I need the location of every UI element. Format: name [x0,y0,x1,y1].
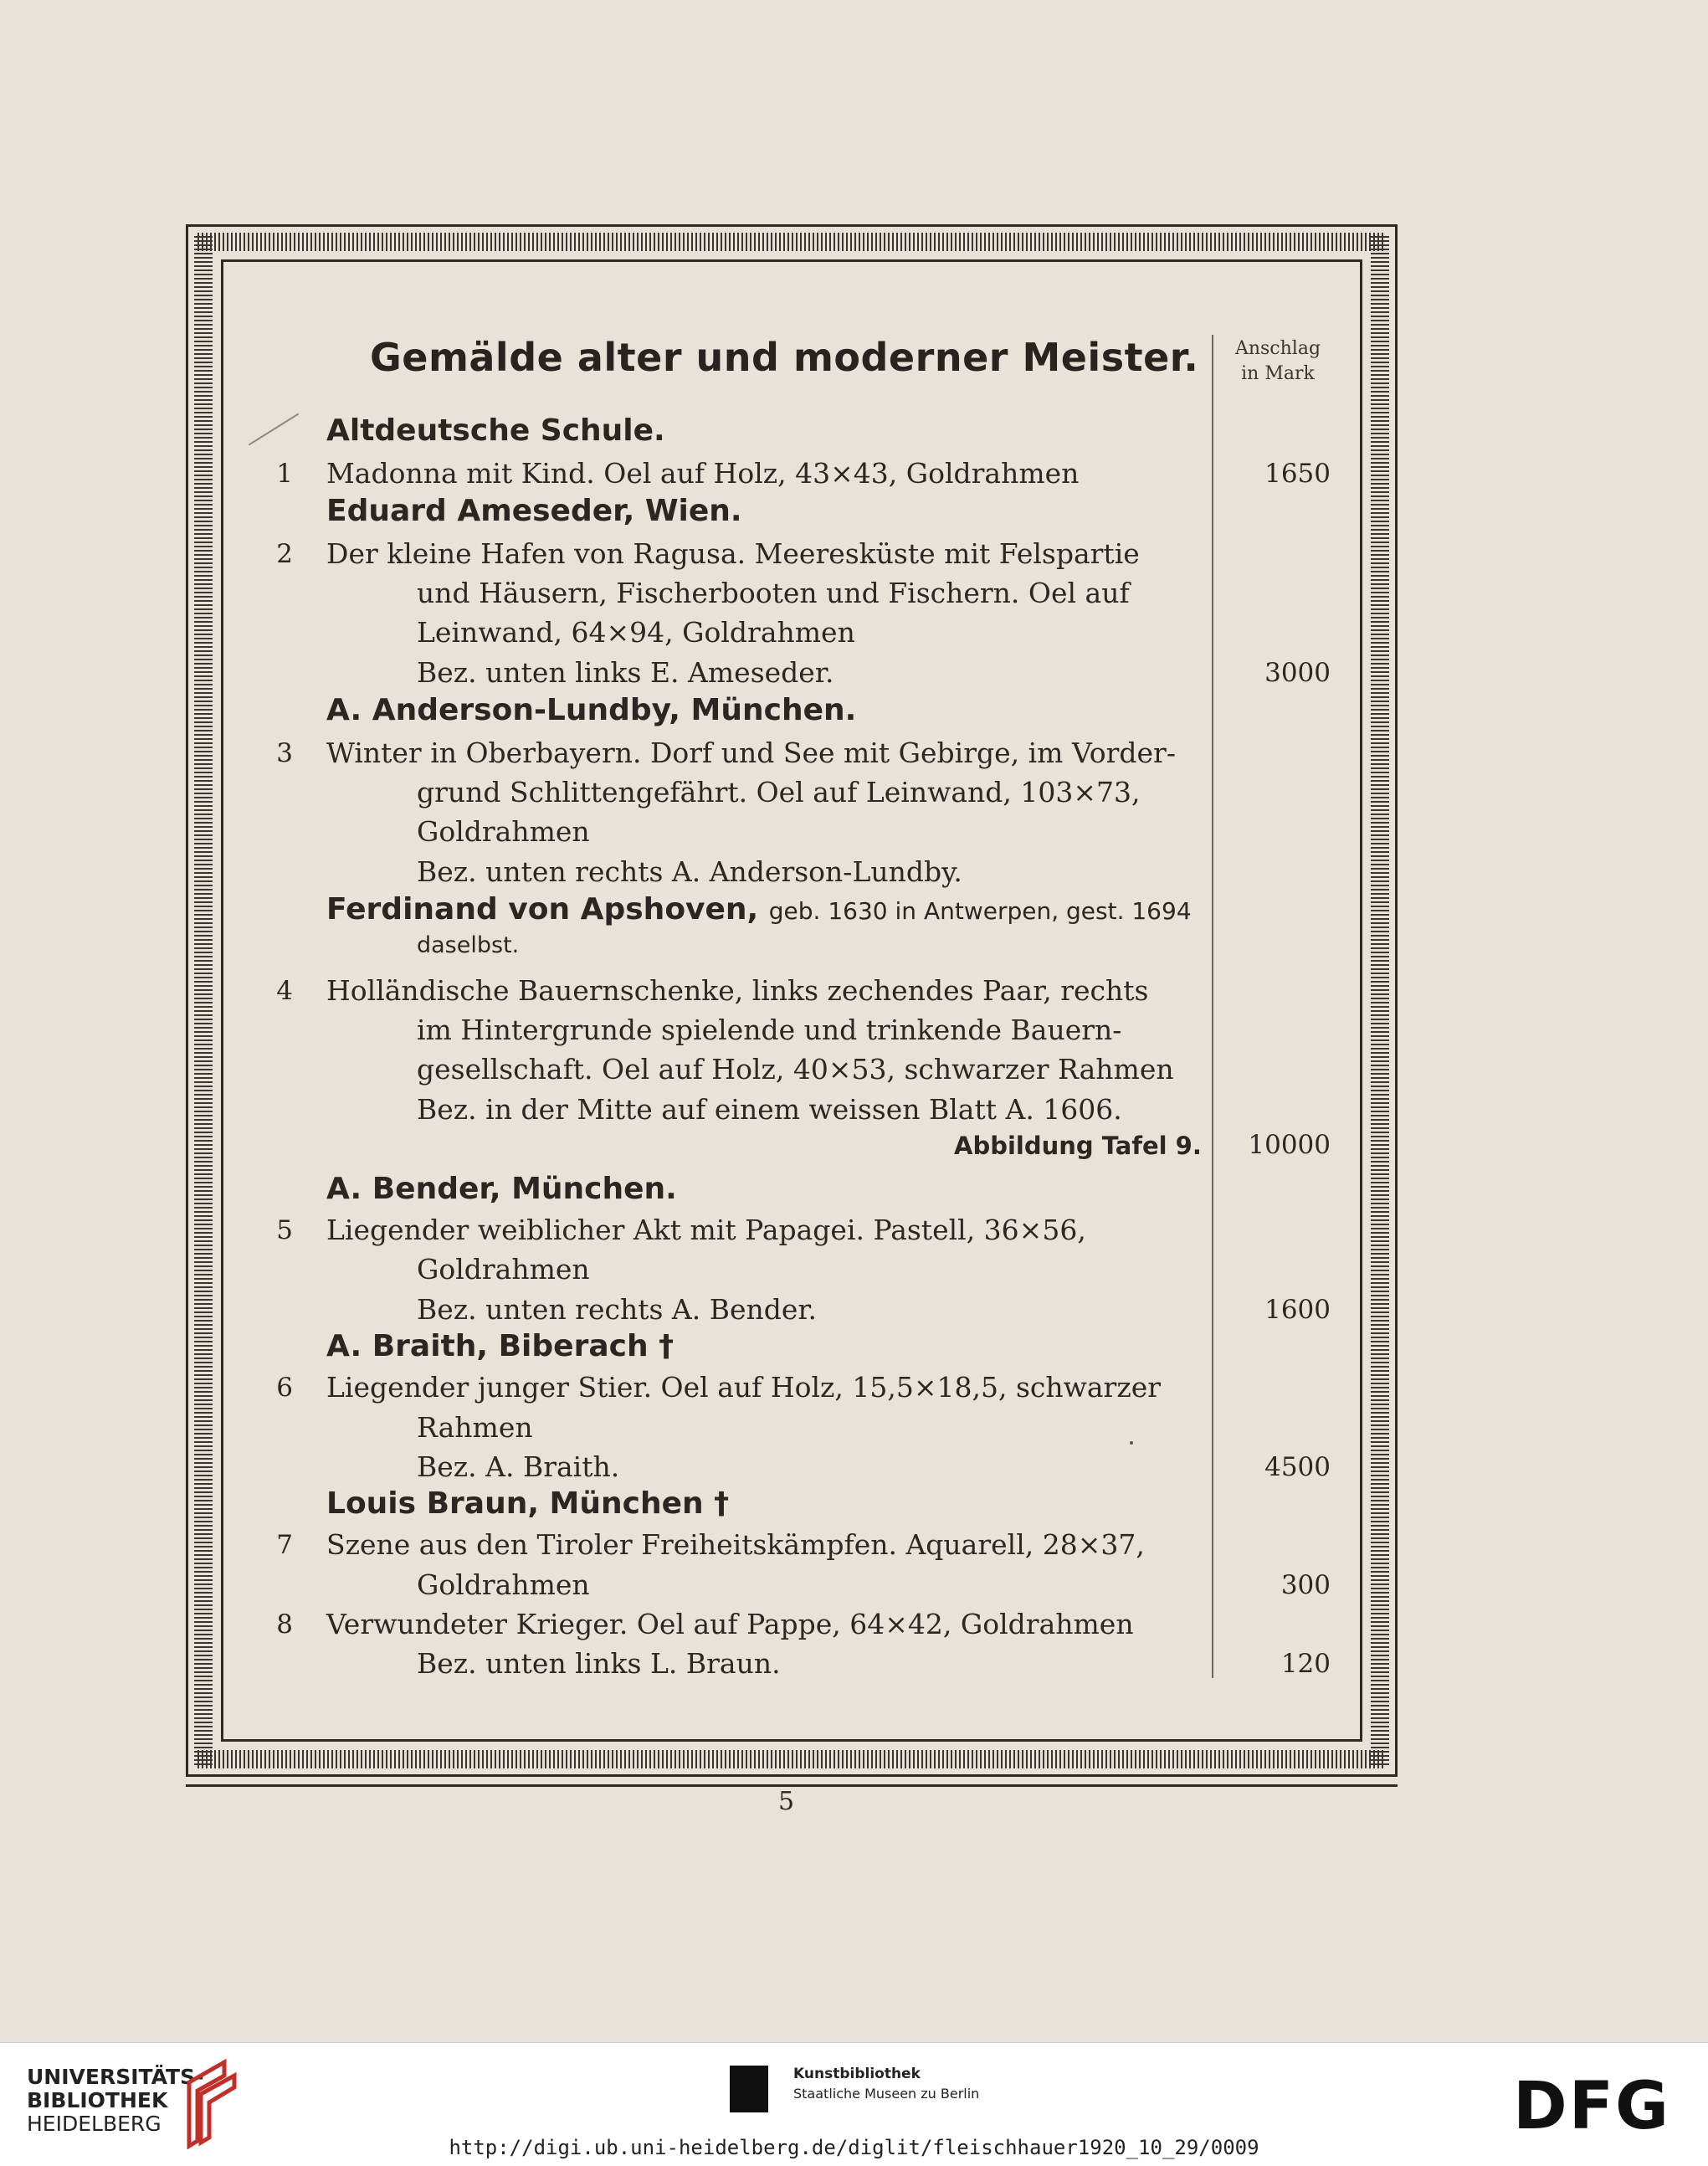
lot-description: Madonna mit Kind. Oel auf Holz, 43×43, Goldrahmen [326,457,1080,490]
price-column-header [1215,336,1341,387]
library-name-line3: HEIDELBERG [27,2112,162,2136]
artist-heading: A. Bender, München. [326,1172,677,1206]
lot-price: 1650 [1264,459,1331,489]
artist-bio: daselbst. [417,932,520,958]
lot-description: Leinwand, 64×94, Goldrahmen [417,616,855,649]
lot-signature: Bez. unten rechts A. Anderson-Lundby. [417,855,962,888]
lot-price: 300 [1280,1570,1331,1600]
price-column-divider [1212,335,1213,1678]
page-title: Gemälde alter und moderner Meister. [370,335,1199,380]
illustration-reference: Abbildung Tafel 9. [954,1132,1202,1160]
lot-number: 8 [276,1609,293,1640]
lot-description: Holländische Bauernschenke, links zechendes Paar, rechts [326,974,1149,1007]
lot-signature: Bez. unten links L. Braun. [417,1647,781,1680]
lot-signature: Bez. in der Mitte auf einem weissen Blatt A. 1606. [417,1093,1122,1126]
lot-price: 10000 [1248,1130,1331,1160]
artist-bio: geb. 1630 in Antwerpen, gest. 1694 [768,897,1192,925]
permalink-url[interactable]: http://digi.ub.uni-heidelberg.de/diglit/fleischhauer1920_10_29/0009 [449,2136,1259,2159]
artist-name: Ferdinand von Apshoven, [326,892,759,926]
lot-description: gesellschaft. Oel auf Holz, 40×53, schwarzer Rahmen [417,1053,1174,1086]
price-column-header-line2: in Mark [1241,363,1315,384]
lot-price: 1600 [1264,1295,1331,1325]
lot-price: 4500 [1264,1452,1331,1482]
lot-description: Liegender junger Stier. Oel auf Holz, 15,5×18,5, schwarzer [326,1371,1162,1404]
lot-description: im Hintergrunde spielende und trinkende Bauern- [417,1014,1122,1046]
page-number: 5 [778,1787,795,1816]
lot-description: Winter in Oberbayern. Dorf und See mit Gebirge, im Vorder- [326,737,1176,769]
lot-signature: Bez. A. Braith. [417,1450,620,1483]
lot-signature: Bez. unten links E. Ameseder. [417,656,834,689]
lot-description: Liegender weiblicher Akt mit Papagei. Pastell, 36×56, [326,1214,1086,1246]
kb-subtitle: Staatliche Museen zu Berlin [793,2086,980,2102]
lot-price: 3000 [1264,658,1331,688]
lot-description: Rahmen [417,1411,533,1444]
lot-number: 5 [276,1215,293,1245]
lot-signature: Bez. unten rechts A. Bender. [417,1293,818,1326]
dfg-logo[interactable]: DFG [1513,2069,1671,2144]
artist-heading: A. Braith, Biberach † [326,1329,674,1363]
lot-description: grund Schlittengefährt. Oel auf Leinwand, 103×73, [417,776,1141,808]
kb-name: Kunstbibliothek [793,2066,921,2082]
lot-description: Szene aus den Tiroler Freiheitskämpfen. Aquarell, 28×37, [326,1528,1145,1561]
lot-number: 2 [276,539,293,569]
lot-description: Verwundeter Krieger. Oel auf Pappe, 64×42, Goldrahmen [326,1608,1134,1640]
lot-price: 120 [1280,1649,1331,1679]
artist-heading [326,892,1192,926]
lot-description: Der kleine Hafen von Ragusa. Meeresküste mit Felspartie [326,537,1140,570]
pencil-mark [249,413,299,446]
lot-number: 4 [276,976,293,1006]
library-name-line1: UNIVERSITÄTS- [27,2065,204,2089]
artist-heading: Eduard Ameseder, Wien. [326,494,742,528]
lot-number: 1 [276,459,293,489]
artist-heading: Louis Braun, München † [326,1486,730,1521]
lot-description: Goldrahmen [417,1253,590,1286]
artist-heading: Altdeutsche Schule. [326,413,665,448]
price-column-header-line1: Anschlag [1234,338,1321,359]
lot-description: und Häusern, Fischerbooten und Fischern. Oel auf [417,577,1130,609]
lot-description: Goldrahmen [417,1568,590,1601]
artist-heading: A. Anderson-Lundby, München. [326,693,857,727]
lot-number: 7 [276,1530,293,1560]
library-name-line2: BIBLIOTHEK [27,2088,168,2112]
kunstbibliothek-logo-icon [730,2066,768,2112]
lot-number: 3 [276,738,293,768]
lot-description: Goldrahmen [417,815,590,848]
stray-dot [1130,1441,1133,1445]
kunstbibliothek-logo-text[interactable] [793,2064,979,2104]
lot-number: 6 [276,1373,293,1403]
